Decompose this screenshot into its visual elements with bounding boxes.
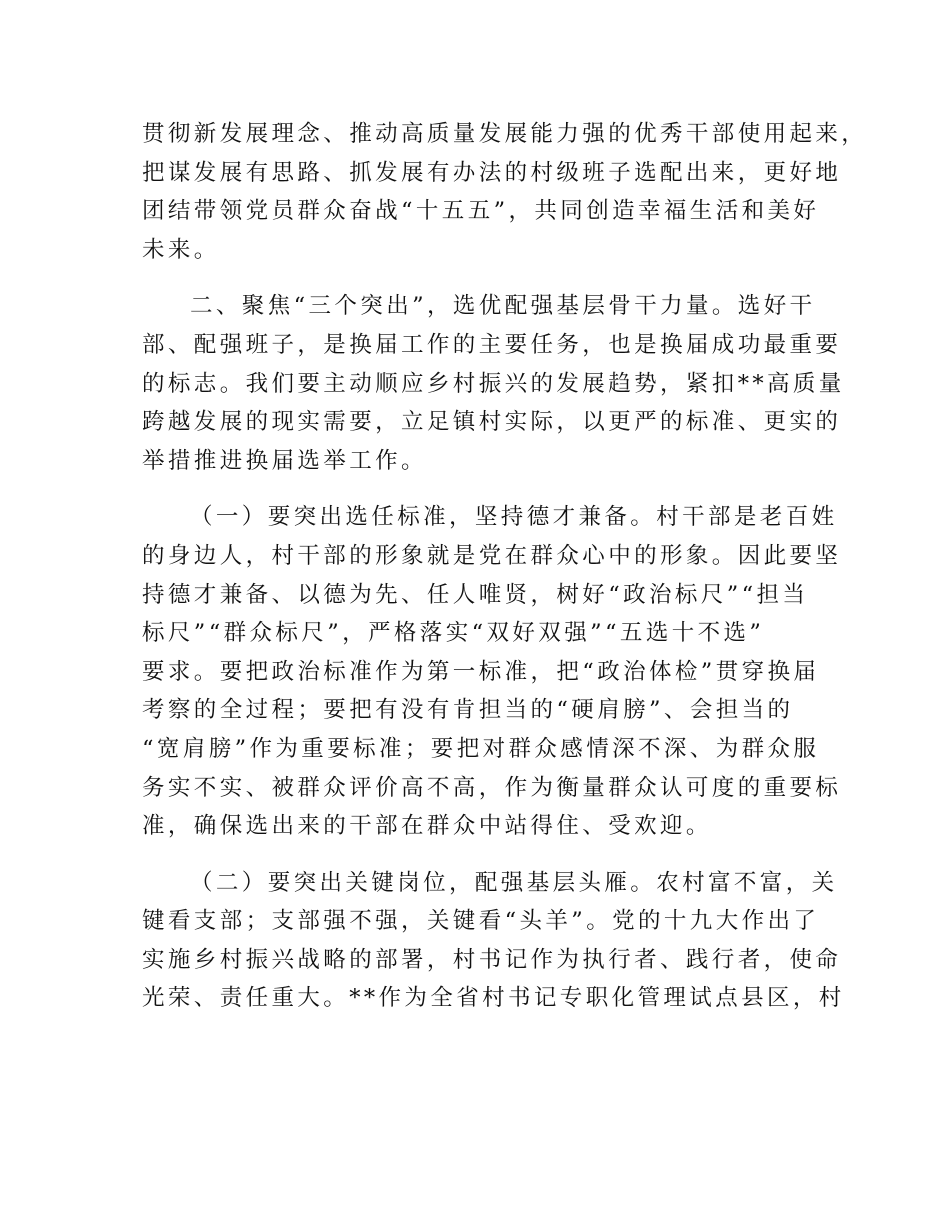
text-line: 持德才兼备、以德为先、任人唯贤，树好“政治标尺”“担当 [142, 581, 809, 608]
text-line: 准，确保选出来的干部在群众中站得住、受欢迎。 [142, 813, 712, 840]
text-line: （一）要突出选任标准，坚持德才兼备。村干部是老百姓 [190, 504, 838, 531]
text-line: 把谋发展有思路、抓发展有办法的村级班子选配出来，更好地 [142, 159, 842, 186]
text-line: 团结带领党员群众奋战“十五五”，共同创造幸福生活和美好 [142, 198, 820, 225]
paragraph-1 [142, 115, 868, 269]
paragraph-3 [142, 498, 842, 845]
document-body [142, 115, 868, 1036]
text-line: 二、聚焦“三个突出”，选优配强基层骨干力量。选好干 [190, 293, 816, 320]
paragraph-4 [142, 864, 845, 1018]
text-line: 的标志。我们要主动顺应乡村振兴的发展趋势，紧扣**高质量 [142, 370, 845, 397]
text-line: 务实不实、被群众评价高不高，作为衡量群众认可度的重要标 [142, 774, 842, 801]
text-line: 键看支部；支部强不强，关键看“头羊”。党的十九大作出了 [142, 908, 820, 935]
text-line: 未来。 [142, 236, 220, 263]
text-line: 举措推进换届选举工作。 [142, 447, 427, 474]
paragraph-2 [142, 287, 845, 480]
text-line: 的身边人，村干部的形象就是党在群众心中的形象。因此要坚 [142, 542, 842, 569]
text-line: （二）要突出关键岗位，配强基层头雁。农村富不富，关 [190, 869, 838, 896]
text-line: 标尺”“群众标尺”，严格落实“双好双强”“五选十不选” [142, 620, 765, 647]
text-line: 光荣、责任重大。**作为全省村书记专职化管理试点县区，村 [142, 985, 845, 1012]
text-line: 贯彻新发展理念、推动高质量发展能力强的优秀干部使用起来， [142, 121, 868, 147]
text-line: 要求。要把政治标准作为第一标准，把“政治体检”贯穿换届 [142, 658, 820, 685]
text-line: 考察的全过程；要把有没有肯担当的“硬肩膀”、会担当的 [142, 697, 794, 724]
text-line: 跨越发展的现实需要，立足镇村实际，以更严的标准、更实的 [142, 409, 842, 436]
text-line: 部、配强班子，是换届工作的主要任务，也是换届成功最重要 [142, 331, 842, 358]
text-line: 实施乡村振兴战略的部署，村书记作为执行者、践行者，使命 [142, 946, 842, 973]
text-line: “宽肩膀”作为重要标准；要把对群众感情深不深、为群众服 [142, 735, 820, 762]
